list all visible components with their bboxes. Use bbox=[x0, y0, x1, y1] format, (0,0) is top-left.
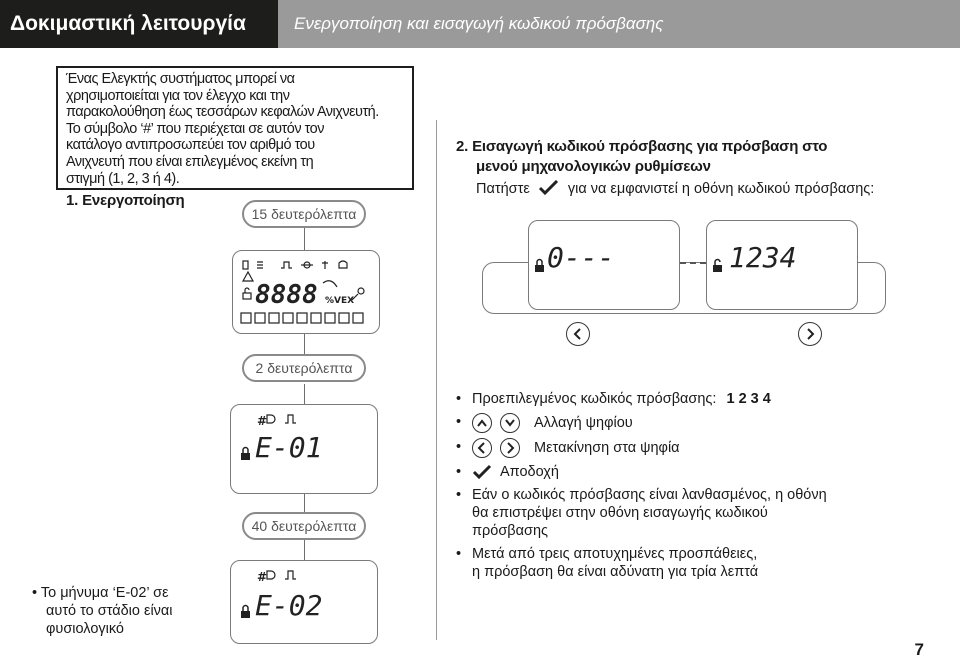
e02-note bbox=[32, 584, 222, 638]
step2-title: 2. Εισαγωγή κωδικού πρόσβασης για πρόσβαση στο bbox=[456, 138, 828, 155]
duration-2s: 2 δευτερόλεπτα bbox=[242, 354, 366, 382]
lcd-digits-8888: 8888 bbox=[255, 280, 318, 310]
intro-line: κατάλογο αντιπροσωπεύει τον αριθμό του bbox=[66, 137, 315, 154]
instruction-suffix: για να εμφανιστεί η οθόνη κωδικού πρόσβασης: bbox=[567, 181, 875, 197]
note-line: αυτό το στάδιο είναι bbox=[46, 603, 173, 619]
change-digit-item bbox=[456, 413, 896, 433]
intro-line: παρακολούθηση έως τεσσάρων κεφαλών Ανιχνευτή. bbox=[66, 104, 379, 121]
lcd-e01 bbox=[230, 404, 378, 494]
topic-title: Ενεργοποίηση και εισαγωγή κωδικού πρόσβασης bbox=[278, 0, 960, 48]
lcd-password-entry bbox=[528, 220, 680, 310]
accept-label: • Αποδοχή bbox=[500, 464, 559, 480]
arrow-right-icon[interactable] bbox=[500, 438, 520, 458]
instructions-list bbox=[456, 390, 896, 586]
page-header bbox=[0, 0, 960, 48]
note-line: φυσιολογικό bbox=[46, 621, 124, 637]
flow-line bbox=[304, 540, 305, 562]
svg-text:%VEX: %VEX bbox=[325, 296, 355, 306]
wrong-code-line: θα επιστρέψει στην οθόνη εισαγωγής κωδικού bbox=[472, 505, 768, 521]
arrow-down-icon[interactable] bbox=[500, 413, 520, 433]
lcd-hash: # bbox=[257, 414, 268, 428]
lcd-text-entry: 0--- bbox=[547, 241, 615, 274]
flow-line bbox=[304, 334, 305, 356]
default-code-item bbox=[456, 390, 896, 408]
intro-line: χρησιμοποιείται για τον έλεγχο και την bbox=[66, 87, 290, 104]
intro-line: Το σύμβολο ‘#’ που περιέχεται σε αυτόν τον bbox=[66, 120, 324, 137]
move-digits-item bbox=[456, 438, 896, 458]
step2-instruction bbox=[476, 180, 874, 197]
flow-line bbox=[304, 492, 305, 512]
intro-line: Ένας Ελεγκτής συστήματος μπορεί να bbox=[66, 71, 295, 87]
lock-icon bbox=[241, 606, 250, 619]
column-divider bbox=[436, 120, 437, 640]
arrow-up-icon[interactable] bbox=[472, 413, 492, 433]
wrong-code-item bbox=[456, 486, 896, 540]
wrong-code-line: • Εάν ο κωδικός πρόσβασης είναι λανθασμένος, η οθόνη bbox=[472, 487, 827, 503]
change-digit-label: • Αλλαγή ψηφίου bbox=[534, 415, 633, 431]
default-code-label: Προεπιλεγμένος κωδικός πρόσβασης: bbox=[472, 391, 717, 407]
step2-title-cont: μενού μηχανολογικών ρυθμίσεων bbox=[476, 158, 711, 175]
arrow-right-icon[interactable] bbox=[798, 322, 822, 346]
unlock-icon bbox=[713, 260, 722, 273]
page-number: 7 bbox=[914, 640, 924, 659]
lcd-signal-icons bbox=[267, 571, 296, 579]
lcd-segment-icons bbox=[233, 251, 381, 335]
lock-icon bbox=[535, 260, 544, 273]
intro-line: στιγμή (1, 2, 3 ή 4). bbox=[66, 170, 180, 187]
accept-item bbox=[456, 463, 896, 481]
lcd-signal-icons bbox=[267, 415, 296, 423]
lcd-hash: # bbox=[257, 570, 268, 584]
section-title: Δοκιμαστική λειτουργία bbox=[0, 0, 278, 48]
arrow-left-icon[interactable] bbox=[566, 322, 590, 346]
instruction-prefix: Πατήστε bbox=[476, 181, 530, 197]
lockout-line: • Μετά από τρεις αποτυχημένες προσπάθειες, bbox=[472, 546, 758, 562]
lockout-item bbox=[456, 545, 896, 581]
lcd-password-code bbox=[706, 220, 858, 310]
arrow-left-icon[interactable] bbox=[472, 438, 492, 458]
lcd-all-segments bbox=[232, 250, 380, 334]
lock-icon bbox=[241, 448, 250, 461]
step1-title: 1. Ενεργοποίηση bbox=[66, 192, 185, 209]
note-line: • Το μήνυμα ‘E-02’ σε bbox=[32, 585, 169, 601]
screen-connector bbox=[680, 262, 706, 264]
lcd-e02 bbox=[230, 560, 378, 644]
wrong-code-line: πρόσβασης bbox=[472, 523, 548, 539]
intro-box bbox=[56, 66, 414, 190]
duration-40s: 40 δευτερόλεπτα bbox=[242, 512, 366, 540]
lcd-text-code: 1234 bbox=[729, 241, 797, 274]
flow-line bbox=[304, 384, 305, 404]
intro-line: Ανιχνευτή που είναι επιλεγμένος εκείνη τη bbox=[66, 153, 314, 170]
default-code-value: 1 2 3 4 bbox=[726, 391, 771, 407]
lcd-text-e01: E-01 bbox=[255, 431, 323, 464]
lcd-text-e02: E-02 bbox=[255, 589, 323, 622]
duration-15s: 15 δευτερόλεπτα bbox=[242, 200, 366, 228]
lockout-line: η πρόσβαση θα είναι αδύνατη για τρία λεπτά bbox=[472, 564, 759, 580]
check-icon bbox=[538, 180, 560, 196]
check-icon[interactable] bbox=[472, 464, 492, 480]
move-digits-label: • Μετακίνηση στα ψηφία bbox=[534, 440, 680, 456]
